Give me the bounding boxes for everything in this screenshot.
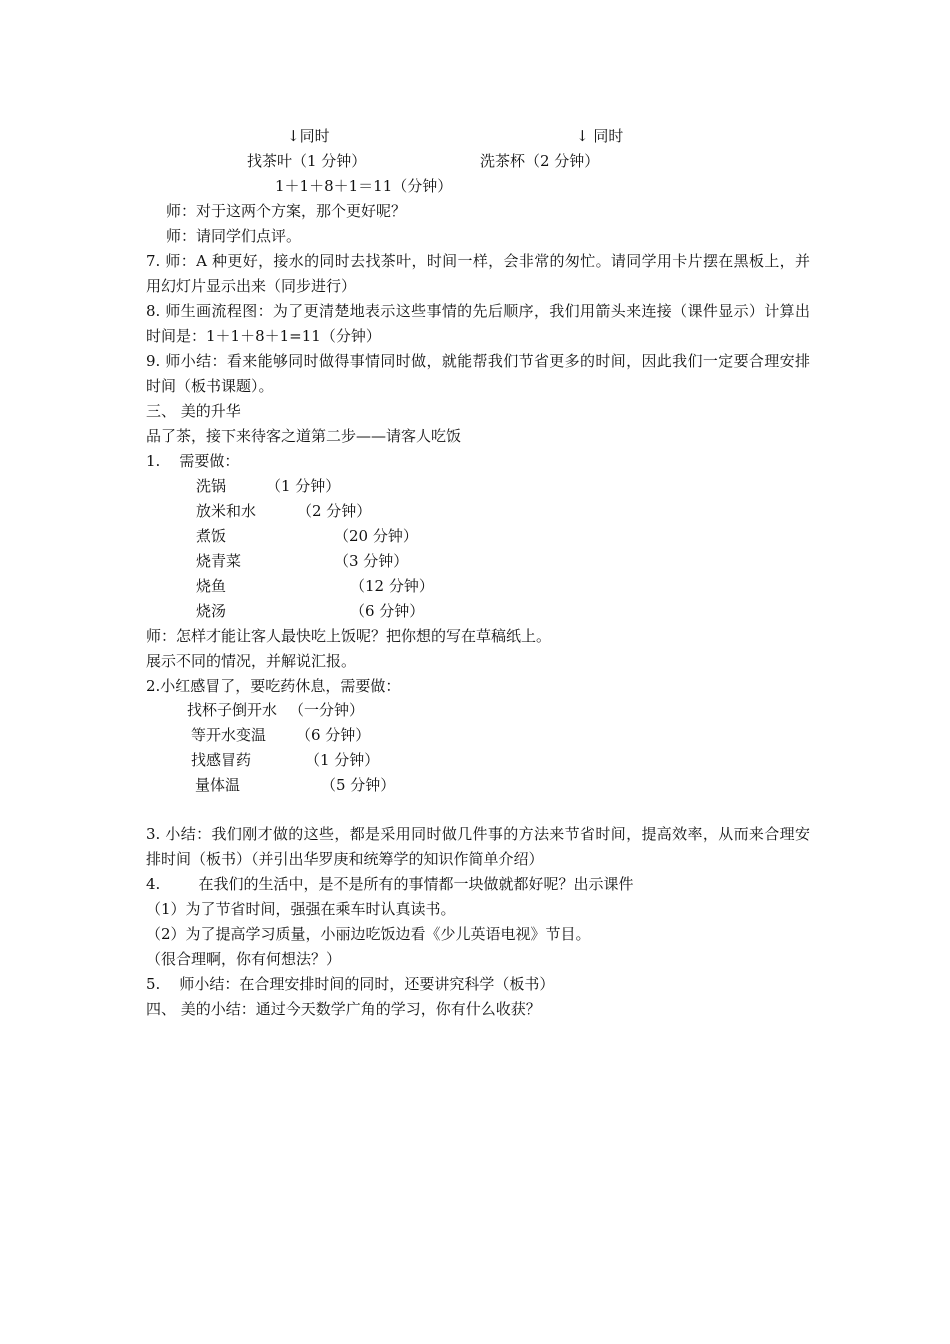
flow-formula: 1＋1＋8＋1＝11（分钟） (275, 177, 453, 195)
meal-task-time: （6 分钟） (350, 602, 425, 620)
teacher-question-comment: 师：请同学们点评。 (166, 227, 302, 245)
meal-task-time: （20 分钟） (334, 527, 418, 545)
sick-task-name: 等开水变温 (191, 726, 267, 744)
section-3-heading: 三、 美的升华 (146, 402, 241, 420)
flow-find-tea: 找茶叶（1 分钟） (247, 152, 367, 170)
show-report-line: 展示不同的情况，并解说汇报。 (146, 652, 357, 670)
sick-task-name: 找感冒药 (191, 751, 252, 769)
sick-task-time: （一分钟） (289, 701, 365, 719)
meal-task-name: 煮饭 (196, 527, 227, 545)
section-3-intro: 品了茶，接下来待客之道第二步——请客人吃饭 (146, 427, 462, 445)
paragraph-8: 8. 师生画流程图：为了更清楚地表示这些事情的先后顺序，我们用箭头来连接（课件显示）计算出时间是：1＋1＋8＋1=11（分钟） (146, 302, 810, 345)
meal-task-name: 烧鱼 (196, 577, 227, 595)
meal-task-name: 洗锅 (196, 477, 227, 495)
sick-task-time: （6 分钟） (296, 726, 371, 744)
item-2-heading: 2.小红感冒了，要吃药休息，需要做： (146, 677, 401, 695)
paragraph-4-case-1: （1）为了节省时间，强强在乘车时认真读书。 (146, 900, 456, 918)
flow-wash-cup: 洗茶杯（2 分钟） (480, 152, 600, 170)
flow-arrow-left: ↓同时 (287, 127, 330, 145)
paragraph-4: 4. 在我们的生活中，是不是所有的事情都一块做就都好呢？出示课件 (146, 875, 634, 893)
sick-task-time: （5 分钟） (321, 776, 396, 794)
section-4-heading: 四、 美的小结：通过今天数学广角的学习，你有什么收获？ (146, 1000, 541, 1018)
meal-task-name: 放米和水 (196, 502, 257, 520)
item-1-heading: 1. 需要做： (146, 452, 240, 470)
paragraph-4-question: （很合理啊，你有何想法？） (146, 950, 342, 968)
meal-task-name: 烧汤 (196, 602, 227, 620)
teacher-question-better: 师：对于这两个方案，那个更好呢？ (166, 202, 407, 220)
sick-task-name: 量体温 (195, 776, 241, 794)
paragraph-5: 5. 师小结：在合理安排时间的同时，还要讲究科学（板书） (146, 975, 555, 993)
meal-task-time: （2 分钟） (297, 502, 372, 520)
flow-arrow-right: ↓ 同时 (576, 127, 624, 145)
meal-task-time: （3 分钟） (334, 552, 409, 570)
sick-task-time: （1 分钟） (305, 751, 380, 769)
paragraph-4-case-2: （2）为了提高学习质量，小丽边吃饭边看《少儿英语电视》节目。 (146, 925, 591, 943)
meal-task-time: （12 分钟） (350, 577, 434, 595)
meal-task-name: 烧青菜 (196, 552, 242, 570)
meal-task-time: （1 分钟） (266, 477, 341, 495)
teacher-question-fast: 师：怎样才能让客人最快吃上饭呢？把你想的写在草稿纸上。 (146, 627, 552, 645)
paragraph-3-summary: 3. 小结：我们刚才做的这些，都是采用同时做几件事的方法来节省时间，提高效率，从而来合理安排时间（板书）（并引出华罗庚和统筹学的知识作简单介绍） (146, 825, 810, 868)
paragraph-7: 7. 师：A 种更好，接水的同时去找茶叶，时间一样，会非常的匆忙。请同学用卡片摆在黑板上，并用幻灯片显示出来（同步进行） (146, 252, 810, 295)
paragraph-9: 9. 师小结：看来能够同时做得事情同时做，就能帮我们节省更多的时间，因此我们一定要合理安排时间（板书课题）。 (146, 352, 810, 395)
sick-task-name: 找杯子倒开水 (187, 701, 278, 719)
